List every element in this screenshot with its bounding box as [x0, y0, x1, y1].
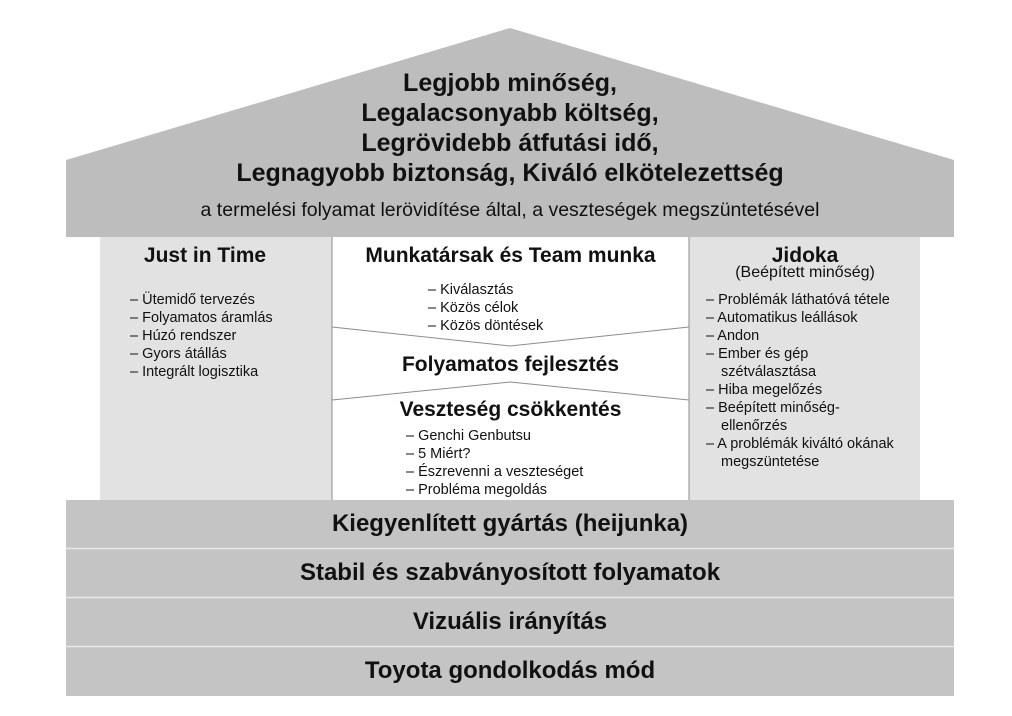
list-item: – Probléma megoldás — [406, 482, 548, 498]
right-pillar-list — [706, 291, 902, 471]
list-item: – Andon — [706, 328, 760, 344]
roof-title-line-2: Legalacsonyabb költség, — [361, 99, 659, 127]
list-item: – Automatikus leállások — [706, 310, 858, 326]
foundation-heijunka: Kiegyenlített gyártás (heijunka) — [331, 510, 689, 537]
improvement-title: Folyamatos fejlesztés — [401, 353, 620, 376]
team-title: Munkatársak és Team munka — [365, 244, 656, 267]
roof-subtitle: a termelési folyamat lerövidítése által, a veszteségek megszüntetésével — [200, 199, 820, 221]
list-item: – A problémák kiváltó okának megszüntetése — [706, 436, 894, 470]
list-item: – Észrevenni a veszteséget — [406, 464, 584, 480]
list-item: – Ütemidő tervezés — [130, 292, 255, 308]
foundation-toyota-way: Toyota gondolkodás mód — [364, 657, 656, 684]
right-pillar-title: Jidoka — [771, 244, 839, 267]
list-item: – Kiválasztás — [428, 282, 514, 298]
right-pillar-subtitle: (Beépített minőség) — [735, 264, 875, 281]
waste-list — [406, 427, 583, 499]
foundation-standardized-processes: Stabil és szabványosított folyamatok — [299, 559, 721, 586]
list-item: – Beépített minőség-ellenőrzés — [706, 400, 840, 434]
waste-title: Veszteség csökkentés — [399, 398, 622, 421]
list-item: – Közös döntések — [428, 318, 544, 334]
roof-title-line-1: Legjobb minőség, — [403, 69, 617, 97]
list-item: – Közös célok — [428, 300, 519, 316]
roof-title-line-4: Legnagyobb biztonság, Kiváló elkötelezettség — [236, 159, 784, 187]
list-item: – Integrált logisztika — [130, 364, 259, 380]
list-item: – Hiba megelőzés — [706, 382, 823, 398]
left-pillar-list — [130, 291, 273, 381]
list-item: – Folyamatos áramlás — [130, 310, 273, 326]
list-item: – Húzó rendszer — [130, 328, 237, 344]
list-item: – 5 Miért? — [406, 446, 471, 462]
team-list — [428, 281, 543, 335]
foundation-visual-management: Vizuális irányítás — [412, 608, 608, 635]
list-item: – Ember és gép szétválasztása — [706, 346, 817, 380]
list-item: – Genchi Genbutsu — [406, 428, 531, 444]
list-item: – Gyors átállás — [130, 346, 227, 362]
list-item: – Problémák láthatóvá tétele — [706, 292, 890, 308]
left-pillar-title: Just in Time — [143, 244, 267, 267]
roof-title-line-3: Legrövidebb átfutási idő, — [361, 129, 659, 157]
